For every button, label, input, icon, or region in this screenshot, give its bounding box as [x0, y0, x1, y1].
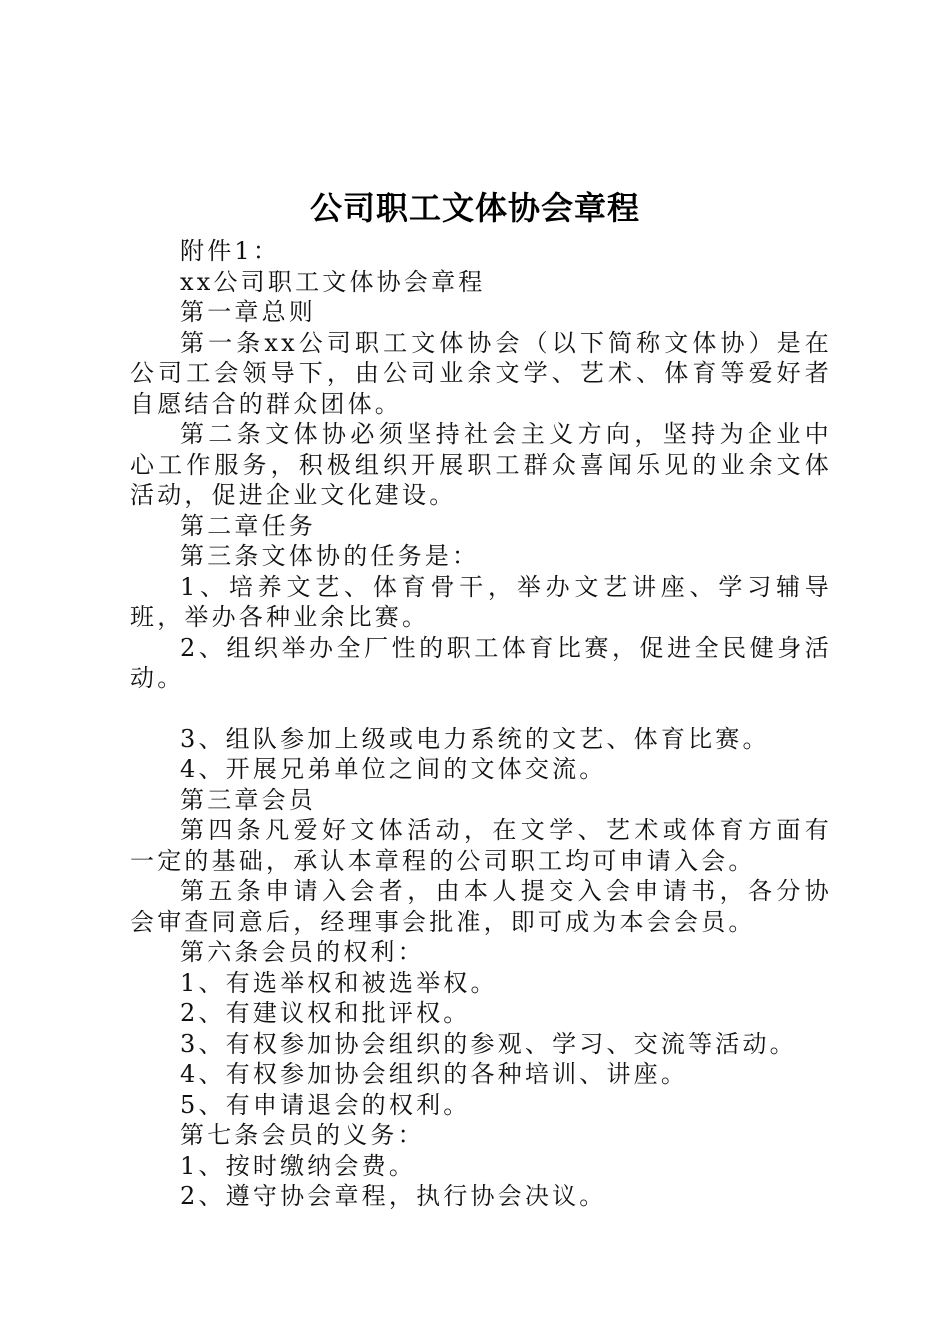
chapter-heading-3: 第三章会员	[180, 785, 316, 814]
article-7: 第七条会员的义务：	[180, 1121, 425, 1149]
document-title: 公司职工文体协会章程	[309, 189, 640, 227]
article-1: 第一条xx公司职工文体协会（以下简称文体协）是在公司工会领导下，由公司业余文学、艺术、体育等爱好者自愿结合的群众团体。	[130, 328, 832, 418]
list-item: 1、按时缴纳会费。	[180, 1151, 417, 1180]
list-item: 1、有选举权和被选举权。	[180, 968, 498, 997]
list-item: 5、有申请退会的权利。	[180, 1090, 471, 1119]
article-3: 第三条文体协的任务是：	[180, 542, 480, 570]
chapter-heading-1: 第一章总则	[180, 298, 316, 326]
list-item: 2、有建议权和批评权。	[180, 999, 471, 1027]
list-item: 4、开展兄弟单位之间的文体交流。	[180, 755, 607, 783]
article-2: 第二条文体协必须坚持社会主义方向，坚持为企业中心工作服务，积极组织开展职工群众喜闻乐见的业余文体活动，促进企业文化建设。	[130, 420, 832, 509]
paragraph-subtitle: xx公司职工文体协会章程	[180, 267, 486, 296]
list-item: 2、组织举办全厂性的职工体育比赛，促进全民健身活动。	[130, 633, 832, 692]
article-6: 第六条会员的权利：	[180, 938, 425, 966]
list-item: 1、培养文艺、体育骨干，举办文艺讲座、学习辅导班，举办各种业余比赛。	[130, 572, 832, 631]
list-item: 3、有权参加协会组织的参观、学习、交流等活动。	[180, 1029, 797, 1058]
chapter-heading-2: 第二章任务	[180, 511, 316, 540]
list-item: 2、遵守协会章程，执行协会决议。	[180, 1182, 607, 1210]
list-item: 4、有权参加协会组织的各种培训、讲座。	[180, 1060, 689, 1088]
article-4: 第四条凡爱好文体活动，在文学、艺术或体育方面有一定的基础，承认本章程的公司职工均可申请入会。	[130, 816, 832, 875]
document-body	[130, 236, 832, 1212]
paragraph-attachment-label: 附件1：	[180, 237, 281, 265]
article-5: 第五条申请入会者，由本人提交入会申请书，各分协会审查同意后，经理事会批准，即可成为本会会员。	[130, 877, 832, 936]
list-item: 3、组队参加上级或电力系统的文艺、体育比赛。	[180, 724, 770, 753]
